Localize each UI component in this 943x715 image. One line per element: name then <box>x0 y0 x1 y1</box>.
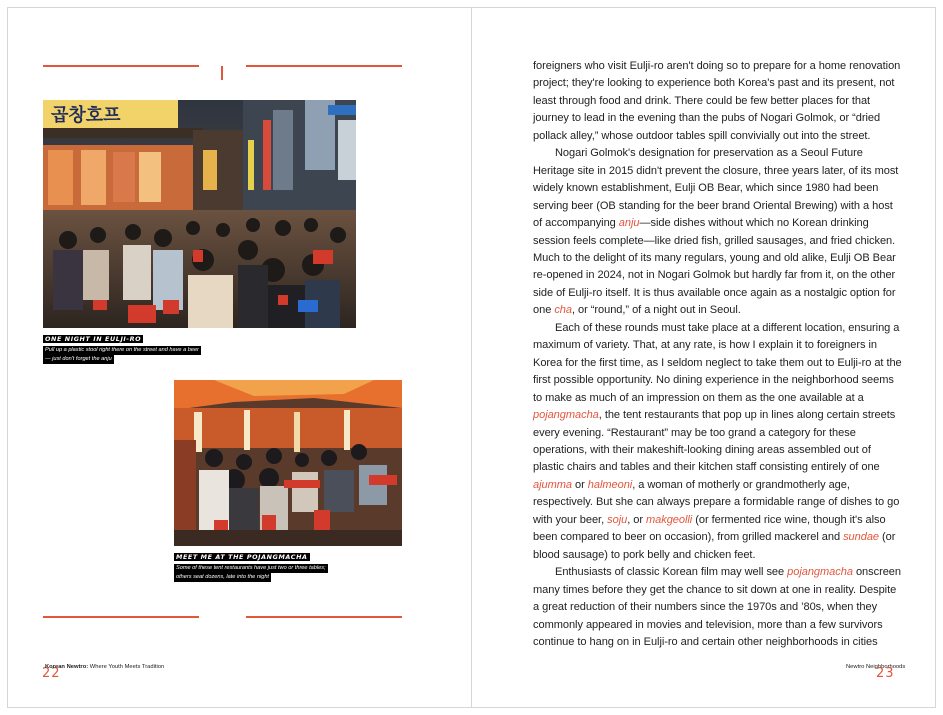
term-makgeolli: makgeolli <box>645 513 693 526</box>
term-cha: cha <box>554 304 572 317</box>
running-head-right: Newtro Neighborhoods <box>846 664 906 670</box>
bottom-rule-right <box>246 616 402 618</box>
photo-pojangmacha-image <box>174 380 402 546</box>
photo1-sign-text: 곱창호프 <box>51 105 121 126</box>
top-tick <box>221 66 223 80</box>
paragraph-2 <box>533 145 903 320</box>
caption-pojangmacha <box>174 546 328 582</box>
page-gutter <box>471 7 472 708</box>
caption-one-night-line-2: — just don't forget the anju <box>45 356 112 362</box>
paragraph-3-text-a: Each of these rounds must take place at a different location, ensuring a maximum of variety. That, at any rate, is how I explain it to foreigners in Korea for the first time, as I seldom neglect to take them out to Eulji-ro at the first possible opportunity. No dining experience in the neighborhood seems to make as much of an impression on them as the one available at a <box>533 321 902 404</box>
paragraph-4-text-b: onscreen many times before they get the chance to sit down at one in reality. Despite a great reduction of their numbers since the 1970s and ’80s, when they commonly appeared in movies and television, more than a few survivors continue to hang on in Eulji-ro and certain other neighborhoods in cities <box>533 566 901 648</box>
photo-eulji-ro-night <box>43 100 356 328</box>
term-pojangmacha-2: pojangmacha <box>787 566 853 579</box>
page-number-left: 22 <box>42 666 61 681</box>
body-text-column <box>533 58 903 651</box>
caption-one-night <box>43 328 201 364</box>
top-rule-right <box>246 65 402 67</box>
photo-eulji-ro-night-image <box>43 100 356 328</box>
caption-pojangmacha-line-1: Some of these tent restaurants have just two or three tables; <box>176 565 326 571</box>
paragraph-3-text-d: , a woman of motherly or grandmotherly age, respectively. But she can always prepare a formidable range of dishes to go with your beer, <box>533 478 900 526</box>
paragraph-3-text-f: (or fermented rice wine, though it's also been compared to beer on occasion), from grilled mackerel and <box>533 513 886 544</box>
running-head-left <box>45 664 164 670</box>
bottom-rule-left <box>43 616 199 618</box>
paragraph-2-text-a: Nogari Golmok's designation for preservation as a Seoul Future Heritage site in 2015 didn't prevent the closure, three years later, of its most widely known establishment, Eulji OB Bear, which since 1980 had been serving beer (OB standing for the beer brand Oriental Brewing) with a host of accompanying <box>533 147 899 230</box>
photo-pojangmacha <box>174 380 402 546</box>
caption-one-night-line-1: Pull up a plastic stool right there on the street and have a beer <box>45 347 199 353</box>
top-rule-left <box>43 65 199 67</box>
paragraph-3 <box>533 320 903 564</box>
term-pojangmacha: pojangmacha <box>533 409 599 422</box>
term-ajumma: ajumma <box>533 478 572 491</box>
term-halmeoni: halmeoni <box>587 478 633 491</box>
page-number-right: 23 <box>876 666 895 681</box>
term-anju: anju <box>618 217 640 230</box>
paragraph-3-text-b: , the tent restaurants that pop up in lines along certain streets every evening. “Restaurant” may be too grand a category for these operations, with their makeshift-looking dining areas assembled out of plastic chairs and tables and their kitchen staff consisting entirely of one <box>533 409 896 474</box>
paragraph-4-text-a: Enthusiasts of classic Korean film may well see <box>555 566 788 579</box>
running-head-left-bold: Korean Newtro: <box>45 664 89 670</box>
caption-pojangmacha-line-2: others seat dozens, late into the night <box>176 574 269 580</box>
running-head-left-rest: Where Youth Meets Tradition <box>88 664 165 670</box>
caption-pojangmacha-title: MEET ME AT THE POJANGMACHA <box>176 553 308 561</box>
paragraph-1-text: foreigners who visit Eulji-ro aren't doing so to prepare for a home renovation project; they're looking to experience both Korea's past and its present, not least through food and drink. There could be few better places for that journey to lead in the evening than the pubs of Nogari Golmok, or “dried pollack alley,” whose outdoor tables spill convivially out into the street. <box>533 60 901 142</box>
paragraph-3-text-e: , or <box>627 513 646 526</box>
paragraph-2-text-b: —side dishes without which no Korean drinking session feels complete—like dried fish, grilled sausages, and fried chicken. Much to the delight of its many regulars, young and old alike, Eulji OB Bear re-opened in 2024, not in Nogari Golmok but hardly far from it, on the other side of Eulji-ro itself. It is thus available once again as a nostalgic option for one <box>533 217 896 317</box>
term-sundae: sundae <box>843 531 880 544</box>
paragraph-1 <box>533 58 903 145</box>
term-soju: soju <box>607 513 628 526</box>
paragraph-3-text-g: (or blood sausage) to pork belly and chicken feet. <box>533 531 896 561</box>
paragraph-2-text-c: , or “round,” of a night out in Seoul. <box>571 304 741 317</box>
paragraph-4 <box>533 564 903 651</box>
caption-one-night-title: ONE NIGHT IN EULJI-RO <box>45 335 142 343</box>
paragraph-3-text-c: or <box>572 478 588 491</box>
